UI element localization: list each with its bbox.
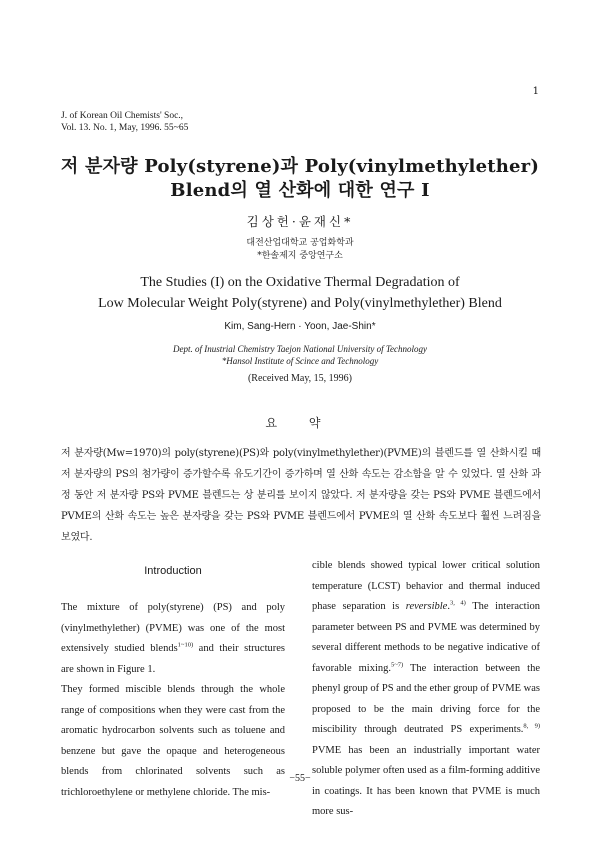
korean-title-line-1: 저 분자량 Poly(styrene)과 Poly(vinylmethylether) xyxy=(60,156,540,177)
left-column xyxy=(61,565,285,803)
footer-page-number: −55− xyxy=(289,773,311,784)
reference-marker: 8, 9) xyxy=(523,722,540,730)
english-title-line-2: Low Molecular Weight Poly(styrene) and Poly(vinylmethylether) Blend xyxy=(98,296,502,311)
english-affiliation-2: *Hansol Institute of Scince and Technology xyxy=(221,356,379,366)
journal-line-2: Vol. 13. No. 1, May, 1996. 55~65 xyxy=(61,123,189,133)
intro-paragraph-1: The mixture of poly(styrene) (PS) and poly (vinylmethylether) (PVME) was one of the most extensively studied blends$^{1\sim 10)}$ and their structures are shown in Figure 1. xyxy=(61,602,285,675)
intro-paragraph-continued: cible blends showed typical lower critical solution temperature (LCST) behavior and thermal induced phase separation is reversible.$^{3, 4)}$ The interaction parameter between PS and PVME was determined by several different methods to be negative indicative of favorable mixing.$^{5\sim 7)}$ The interaction between the phenyl group of PS and the ether group of PVME was proposed to be the main driving force for the miscibility through deutrated PS experiments.$^{8, 9)}$ PVME has been an industrially important water soluble polymer often used as a film-forming additive in coatings. It has been known that PVME is much more sus- xyxy=(312,560,540,817)
korean-affiliation-2: *한솔제지 중앙연구소 xyxy=(257,251,343,261)
journal-citation xyxy=(61,110,188,134)
english-affiliation-1: Dept. of Inustrial Chemistry Taejon National University of Technology xyxy=(172,344,428,354)
korean-title xyxy=(0,155,600,203)
korean-affiliation-1: 대전산업대학교 공업화학과 xyxy=(246,238,354,248)
received-date: (Received May, 15, 1996) xyxy=(247,373,353,384)
introduction-heading: Introduction xyxy=(144,565,202,577)
korean-authors: 김상헌·윤재신* xyxy=(246,214,354,229)
reference-marker: 3, 4) xyxy=(449,599,466,607)
english-title-line-1: The Studies (I) on the Oxidative Thermal Degradation of xyxy=(140,275,460,290)
abstract-body: 저 분자량(Mw=1970)의 poly(styrene)(PS)와 poly(vinylmethylether)(PVME)의 블렌드를 열 산화시킬 때 저 분자량의 PS의 첨가량이 증가할수록 유도기간이 증가하며 열 산화 속도는 감소함을 알 수 있었다. 열 산화 과정 동안 저 분자량 PS와 PVME 블렌드는 상 분리를 보이지 않았다. 저 분자량을 갖는 PS와 PVME 블렌드에서 PVME의 산화 속도는 높은 분자량을 갖는 PS와 PVME 블렌드에서 PVME의 열 산화 속도보다 훨씬 느려짐을 보였다. xyxy=(61,448,541,543)
korean-affiliations xyxy=(0,237,600,263)
abstract-heading: 요 약 xyxy=(265,416,335,430)
reference-marker: 5~7) xyxy=(391,661,404,668)
page-number: 1 xyxy=(532,86,539,97)
english-affiliations xyxy=(0,343,600,367)
english-title xyxy=(0,272,600,314)
korean-title-line-2: Blend의 열 산화에 대한 연구 I xyxy=(170,180,430,201)
journal-line-1: J. of Korean Oil Chemists' Soc., xyxy=(61,111,184,121)
english-authors: Kim, Sang-Hern · Yoon, Jae-Shin* xyxy=(224,321,376,332)
reference-marker: 1~10) xyxy=(177,641,194,649)
intro-paragraph-2: They formed miscible blends through the whole range of compositions when they were cast from the aromatic hydrocarbon solvents such as toluene and benzene but gave the opaque and heterogeneous blends from chlorinated solvents such as trichloroethylene or methylene chloride. The mis- xyxy=(61,684,285,798)
